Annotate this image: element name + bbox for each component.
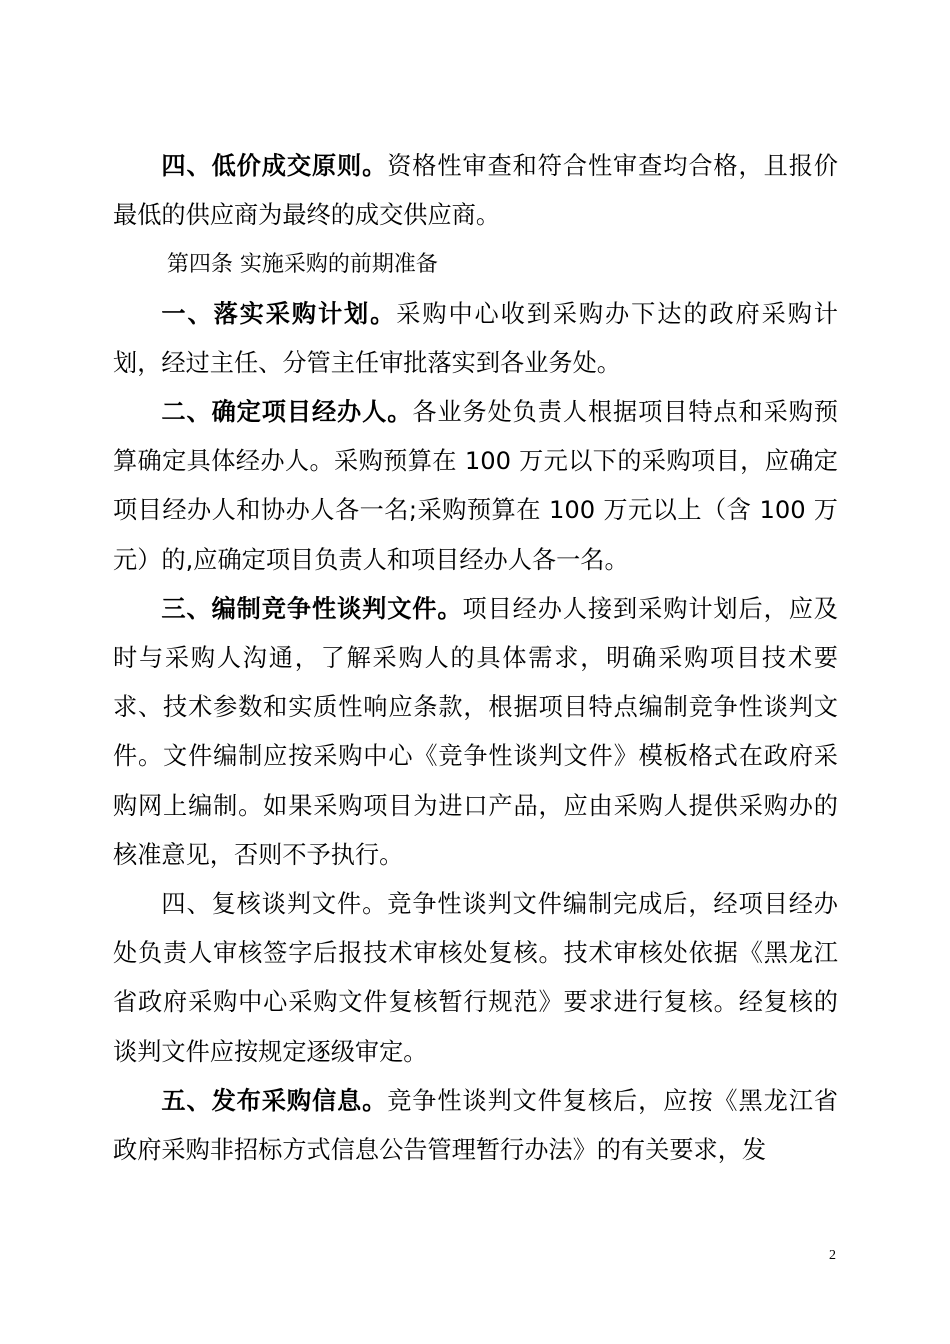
article-heading xyxy=(113,240,838,289)
paragraph-lead: 一、落实采购计划。 xyxy=(161,299,397,328)
paragraph-low-price-principle xyxy=(113,142,838,240)
paragraph-lead: 三、编制竞争性谈判文件。 xyxy=(161,594,463,623)
paragraph-text: 资格性审查和符合性审查均合格，且报价最低的供应商为最终的成交供应商。 xyxy=(113,152,838,230)
paragraph-text: 采购中心收到采购办下达的政府采购计划，经过主任、分管主任审批落实到各业务处。 xyxy=(113,299,838,377)
paragraph-text: 各业务处负责人根据项目特点和采购预算确定具体经办人。采购预算在 100 万元以下的采购项目，应确定项目经办人和协办人各一名;采购预算在 100 万元以上（含 100 万元）的,应确定项目负责人和项目经办人各一名。 xyxy=(113,398,838,574)
paragraph-project-handler xyxy=(113,388,838,585)
paragraph-lead: 四、低价成交原则。 xyxy=(161,152,388,180)
paragraph-procurement-plan xyxy=(113,290,838,388)
paragraph-negotiation-documents xyxy=(113,585,838,880)
paragraph-text: 四、复核谈判文件。竞争性谈判文件编制完成后，经项目经办处负责人审核签字后报技术审核处复核。技术审核处依据《黑龙江省政府采购中心采购文件复核暂行规范》要求进行复核。经复核的谈判文件应按规定逐级审定。 xyxy=(113,890,838,1066)
paragraph-review-documents xyxy=(113,880,838,1077)
paragraph-publish-information xyxy=(113,1077,838,1175)
page-number: 2 xyxy=(829,1248,836,1263)
paragraph-text: 项目经办人接到采购计划后，应及时与采购人沟通，了解采购人的具体需求，明确采购项目技术要求、技术参数和实质性响应条款，根据项目特点编制竞争性谈判文件。文件编制应按采购中心《竞争性谈判文件》模板格式在政府采购网上编制。如果采购项目为进口产品，应由采购人提供采购办的核准意见，否则不予执行。 xyxy=(113,594,838,869)
paragraph-text: 竞争性谈判文件复核后，应按《黑龙江省政府采购非招标方式信息公告管理暂行办法》的有关要求，发 xyxy=(113,1086,838,1165)
paragraph-lead: 五、发布采购信息。 xyxy=(161,1086,388,1115)
document-body xyxy=(113,142,838,1175)
paragraph-text: 第四条 实施采购的前期准备 xyxy=(166,252,438,278)
paragraph-lead: 二、确定项目经办人。 xyxy=(161,398,413,427)
